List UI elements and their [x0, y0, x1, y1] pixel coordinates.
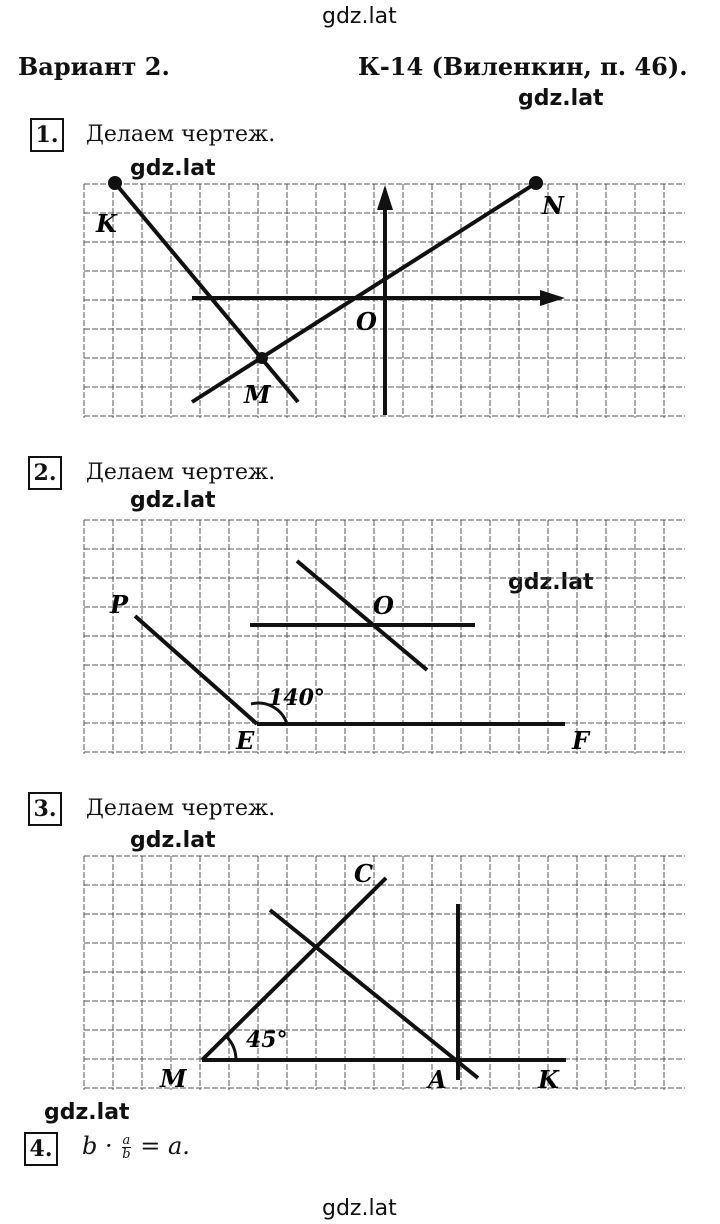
- line-mn: [192, 183, 536, 402]
- watermark: gdz.lat: [44, 1100, 130, 1125]
- figure2-grid: [84, 520, 685, 754]
- ray-mc: [202, 878, 386, 1060]
- task-text-2: Делаем чертеж.: [86, 460, 276, 485]
- x-axis-arrow-icon: [540, 290, 565, 306]
- label-f: F: [572, 726, 590, 755]
- task-text-1: Делаем чертеж.: [86, 122, 276, 147]
- y-axis-arrow-icon: [377, 185, 393, 210]
- formula-fraction: [122, 1134, 130, 1161]
- label-k: K: [538, 1065, 559, 1094]
- task-number-1: 1.: [30, 118, 64, 152]
- watermark: gdz.lat: [508, 570, 594, 595]
- label-k: K: [96, 209, 117, 238]
- figure3-grid: [84, 856, 685, 1090]
- watermark-bottom: gdz.lat: [322, 1196, 397, 1221]
- label-n: N: [542, 191, 564, 220]
- fraction-numerator: a: [122, 1133, 131, 1148]
- task-number-4: 4.: [24, 1132, 58, 1166]
- watermark: gdz.lat: [130, 488, 216, 513]
- fraction-denominator: b: [122, 1147, 131, 1162]
- angle-label: 45°: [246, 1027, 288, 1053]
- label-a: A: [428, 1065, 447, 1094]
- watermark: gdz.lat: [130, 156, 216, 181]
- angle-arc: [226, 1036, 236, 1060]
- task-formula: [82, 1132, 190, 1161]
- label-e: E: [236, 726, 255, 755]
- task-text-3: Делаем чертеж.: [86, 796, 276, 821]
- watermark-top: gdz.lat: [322, 4, 397, 29]
- label-m: M: [244, 380, 271, 409]
- variant-title: Вариант 2.: [18, 52, 170, 81]
- label-p: P: [110, 590, 129, 619]
- figure1-drawing: [110, 178, 565, 415]
- formula-right: = a.: [140, 1132, 190, 1160]
- task-number-2: 2.: [28, 456, 62, 490]
- label-o: O: [373, 591, 394, 620]
- watermark: gdz.lat: [518, 86, 604, 111]
- angle-label: 140°: [268, 685, 325, 711]
- label-m: M: [160, 1064, 187, 1093]
- point-m: [258, 354, 266, 362]
- label-o: O: [356, 307, 377, 336]
- task-number-3: 3.: [28, 792, 62, 826]
- ray-ep: [135, 616, 257, 724]
- point-k: [110, 178, 120, 188]
- watermark: gdz.lat: [130, 828, 216, 853]
- label-c: C: [354, 859, 374, 888]
- point-n: [531, 178, 541, 188]
- test-reference: К-14 (Виленкин, п. 46).: [358, 52, 688, 81]
- formula-left: b ·: [82, 1132, 113, 1160]
